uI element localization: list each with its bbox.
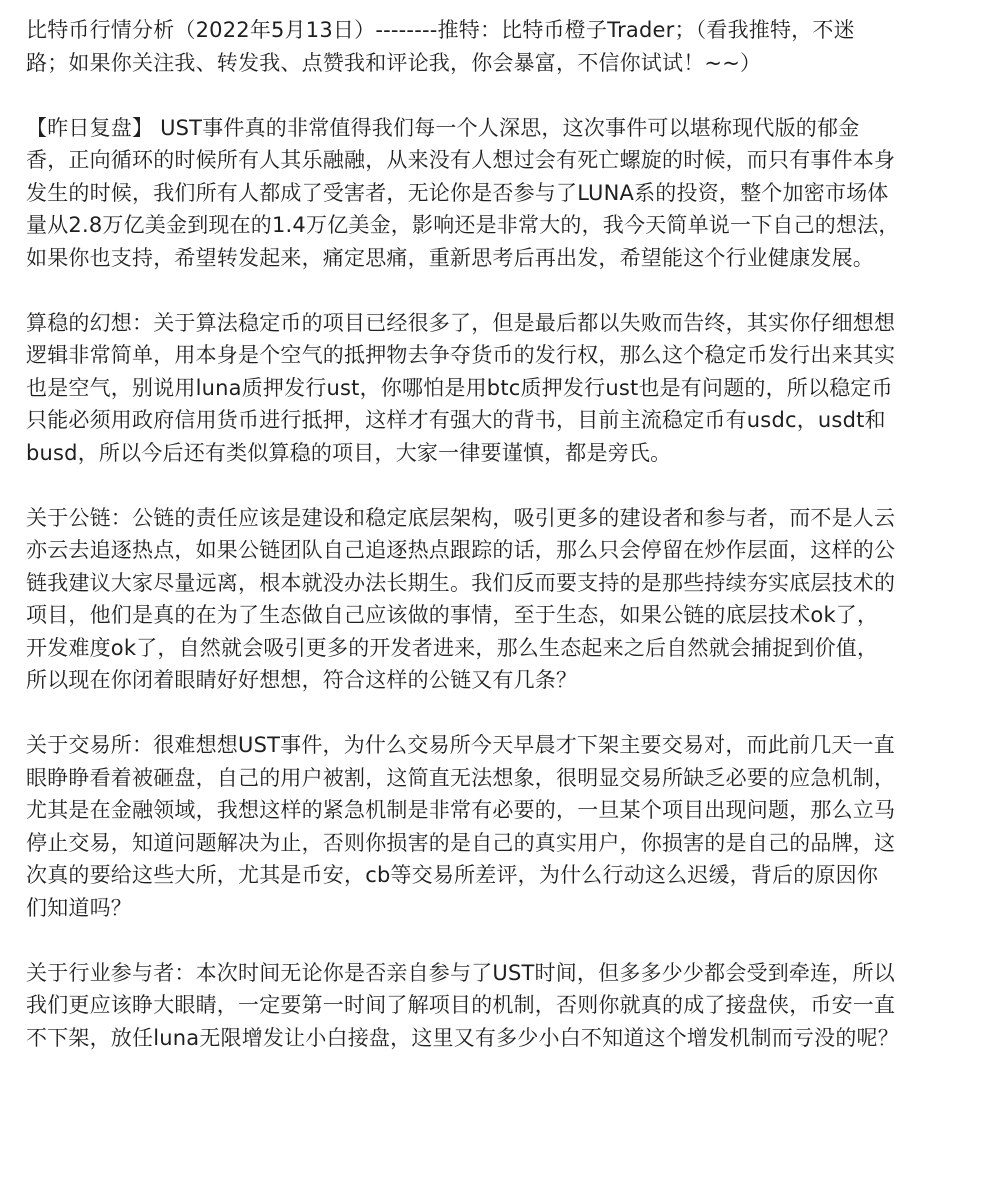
text-line: 如果你也支持，希望转发起来，痛定思痛，重新思考后再出发，希望能这个行业健康发展。 <box>26 245 874 270</box>
text-line: 关于交易所：很难想想UST事件，为什么交易所今天早晨才下架主要交易对，而此前几天一直 <box>26 733 895 757</box>
text-line: 不下架，放任luna无限增发让小白接盘，这里又有多少小白不知道这个增发机制而亏没的呢？ <box>26 1025 899 1050</box>
text-line: 香，正向循环的时候所有人其乐融融，从来没有人想过会有死亡螺旋的时候，而只有事件本身 <box>26 148 896 172</box>
text-line: 亦云去追逐热点，如果公链团队自己追逐热点跟踪的话，那么只会停留在炒作层面，这样的公 <box>26 538 896 562</box>
paragraph-review <box>26 112 974 275</box>
text-line: 比特币行情分析（2022年5月13日）--------推特：比特币橙子Trader；（看我推特，不迷 <box>26 18 855 42</box>
paragraph-participants <box>26 957 974 1055</box>
text-line: busd，所以今后还有类似算稳的项目，大家一律要谨慎，都是旁氏。 <box>26 440 672 465</box>
text-line: 眼睁睁看着被砸盘，自己的用户被割，这简直无法想象，很明显交易所缺乏必要的应急机制， <box>26 765 896 790</box>
paragraph-algo-stablecoin <box>26 307 974 470</box>
paragraph-exchanges <box>26 729 974 924</box>
text-line: 我们更应该睁大眼睛，一定要第一时间了解项目的机制，否则你就真的成了接盘侠，币安一直 <box>26 993 896 1017</box>
text-line: 停止交易，知道问题解决为止，否则你损害的是自己的真实用户，你损害的是自己的品牌，这 <box>26 830 896 855</box>
text-line: 路；如果你关注我、转发我、点赞我和评论我，你会暴富，不信你试试！~~） <box>26 50 762 75</box>
text-line: 逻辑非常简单，用本身是个空气的抵押物去争夺货币的发行权，那么这个稳定币发行出来其实 <box>26 343 896 367</box>
text-line: 项目，他们是真的在为了生态做自己应该做的事情，至于生态，如果公链的底层技术ok了， <box>26 603 879 627</box>
text-line: 算稳的幻想：关于算法稳定币的项目已经很多了，但是最后都以失败而告终，其实你仔细想想 <box>26 310 896 335</box>
text-line: 们知道吗？ <box>26 895 132 920</box>
paragraph-public-chain <box>26 502 974 697</box>
text-line: 量从2.8万亿美金到现在的1.4万亿美金，影响还是非常大的，我今天简单说一下自己的想法， <box>26 213 900 237</box>
text-line: 关于行业参与者：本次时间无论你是否亲自参与了UST时间，但多多少少都会受到牵连，所以 <box>26 960 895 985</box>
paragraph-intro <box>26 14 974 79</box>
text-line: 次真的要给这些大所，尤其是币安，cb等交易所差评，为什么行动这么迟缓，背后的原因你 <box>26 863 879 887</box>
text-line: 【昨日复盘】 UST事件真的非常值得我们每一个人深思，这次事件可以堪称现代版的郁金 <box>26 115 860 140</box>
text-line: 开发难度ok了，自然就会吸引更多的开发者进来，那么生态起来之后自然就会捕捉到价值， <box>26 635 879 660</box>
text-line: 关于公链：公链的责任应该是建设和稳定底层架构，吸引更多的建设者和参与者，而不是人云 <box>26 505 896 530</box>
text-line: 尤其是在金融领域，我想这样的紧急机制是非常有必要的，一旦某个项目出现问题，那么立马 <box>26 798 896 822</box>
text-line: 只能必须用政府信用货币进行抵押，这样才有强大的背书，目前主流稳定币有usdc，usdt和 <box>26 408 886 432</box>
text-line: 链我建议大家尽量远离，根本就没办法长期生。我们反而要支持的是那些持续夯实底层技术的 <box>26 570 896 595</box>
text-line: 也是空气，别说用luna质押发行ust，你哪怕是用btc质押发行ust也是有问题的，所以稳定币 <box>26 375 893 400</box>
text-line: 发生的时候，我们所有人都成了受害者，无论你是否参与了LUNA系的投资，整个加密市场体 <box>26 180 889 205</box>
text-line: 所以现在你闭着眼睛好好想想，符合这样的公链又有几条？ <box>26 668 578 692</box>
